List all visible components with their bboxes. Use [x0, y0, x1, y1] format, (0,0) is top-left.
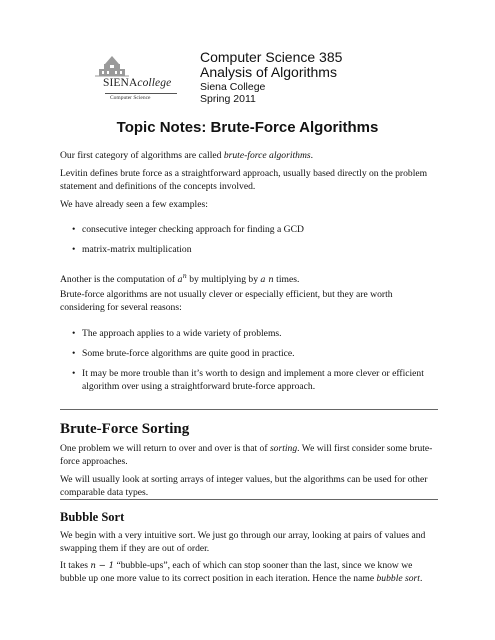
bubble-sort-paragraph: We begin with a very intuitive sort. We just go through our array, looking at pairs of values and swapping them if they are out of order.: [60, 530, 426, 554]
section-heading-brute-force-sorting: Brute-Force Sorting: [60, 421, 190, 437]
intro-paragraph: Our first category of algorithms are called brute-force algorithms.: [60, 150, 314, 161]
sorting-types-paragraph: We will usually look at sorting arrays of integer values, but the algorithms can be used for other comparable data types.: [60, 474, 428, 498]
building-icon: [95, 55, 187, 79]
list-item: • consecutive integer checking approach for finding a GCD: [82, 224, 438, 237]
reasons-intro: Brute-force algorithms are not usually clever or especially efficient, but they are worth considering for several reasons:: [60, 289, 393, 313]
list-item: • Some brute-force algorithms are quite good in practice.: [82, 348, 438, 361]
sorting-paragraph: One problem we will return to over and over is that of sorting. We will first consider some brute-force approaches.: [60, 443, 433, 467]
section-divider: [60, 409, 438, 410]
examples-intro: We have already seen a few examples:: [60, 199, 208, 210]
page-title: Topic Notes: Brute-Force Algorithms: [116, 119, 379, 136]
logo-wordmark: SIENAcollege: [103, 77, 172, 89]
list-item: • matrix-matrix multiplication: [82, 244, 438, 257]
math-n-minus-1: n − 1: [90, 561, 115, 571]
math-a-n: a n: [260, 275, 274, 286]
institution: Siena College: [200, 81, 266, 93]
math-a: a: [177, 275, 183, 286]
course-name: Analysis of Algorithms: [200, 64, 337, 80]
math-n: n: [182, 272, 187, 280]
bubble-ups-paragraph: It takes n − 1 “bubble-ups”, each of which can stop sooner than the last, since we know we bubble up one more value to its correct position in each iteration. Hence the name bubble sort.: [60, 560, 423, 584]
definition-paragraph: Levitin defines brute force as a straightforward approach, usually based directly on the problem statement and definitions of the concepts involved.: [60, 168, 428, 192]
list-item: • The approach applies to a wide variety of problems.: [82, 328, 438, 341]
logo-divider: [105, 93, 177, 94]
list-item: • It may be more trouble than it’s worth to design and implement a more clever or efficient algorithm over using a straightforward brute-force approach.: [82, 368, 438, 393]
section-heading-bubble-sort: Bubble Sort: [60, 510, 125, 524]
siena-college-logo: [95, 55, 187, 105]
course-number: Computer Science 385: [200, 49, 343, 65]
logo-subtitle: Computer Science: [110, 95, 151, 101]
course-header: [200, 50, 342, 105]
term: Spring 2011: [200, 93, 256, 105]
section-divider: [60, 499, 438, 500]
power-paragraph: Another is the computation of $a^n$ by multiplying by a n times.: [60, 272, 300, 286]
